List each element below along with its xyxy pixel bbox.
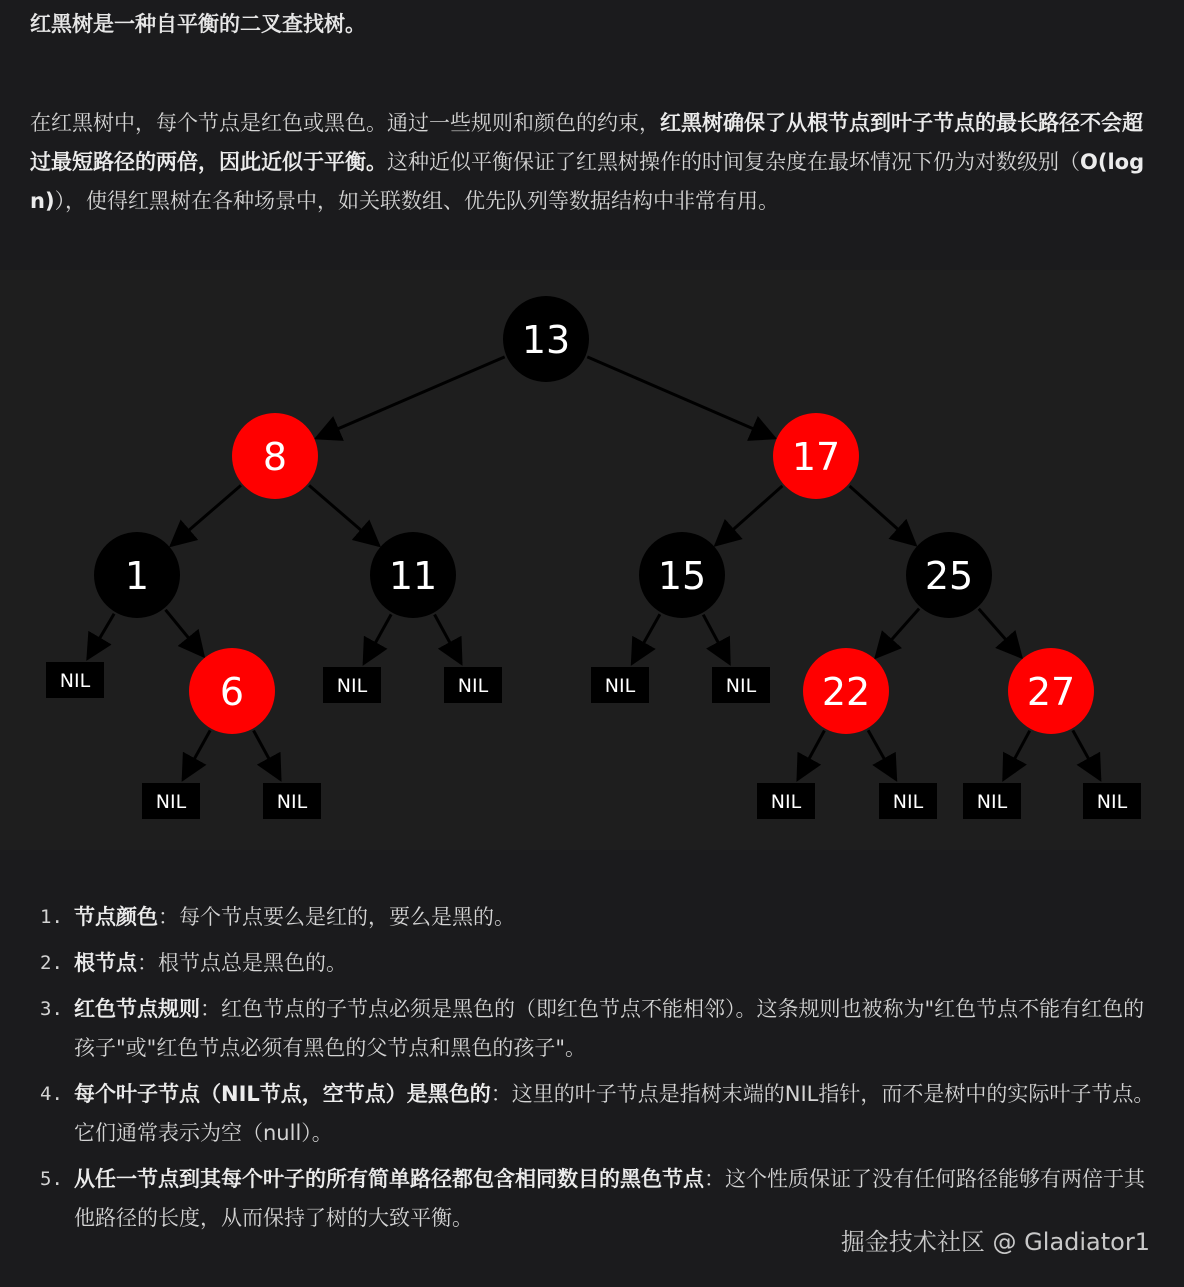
intro-text-3: ），使得红黑树在各种场景中，如关联数组、优先队列等数据结构中非常有用。 <box>54 189 780 213</box>
nil-leaf <box>712 667 770 703</box>
node-label: 8 <box>262 435 288 479</box>
tree-node-6 <box>189 648 275 734</box>
rule-number: 4. <box>40 1083 63 1105</box>
tree-node-15 <box>639 532 725 618</box>
tree-node-17 <box>773 413 859 499</box>
node-label: 1 <box>124 554 150 598</box>
intro-complexity: O(log n) <box>30 150 1145 213</box>
node-label: 11 <box>388 554 438 598</box>
rule-number: 3. <box>40 998 63 1020</box>
nil-label: NIL <box>155 791 187 813</box>
rule-item <box>40 898 1160 937</box>
rule-text: ：这个性质保证了没有任何路径能够有两倍于其他路径的长度，从而保持了树的大致平衡。 <box>74 1167 1145 1230</box>
nil-leaf <box>263 783 321 819</box>
rule-item <box>40 944 1160 983</box>
rule-text: ：这里的叶子节点是指树末端的NIL指针，而不是树中的实际叶子节点。它们通常表示为空（null）。 <box>74 1082 1155 1145</box>
rule-title: 从任一节点到其每个叶子的所有简单路径都包含相同数目的黑色节点 <box>74 1167 704 1191</box>
rules-list <box>40 898 1160 1245</box>
watermark: 掘金技术社区 @ Gladiator1 <box>840 1228 1150 1256</box>
node-label: 13 <box>521 318 571 362</box>
nil-label: NIL <box>276 791 308 813</box>
node-label: 22 <box>821 670 871 714</box>
nil-label: NIL <box>59 670 91 692</box>
node-label: 27 <box>1026 670 1076 714</box>
rule-number: 1. <box>40 906 63 928</box>
rule-body <box>74 990 1160 1068</box>
tree-node-13 <box>503 296 589 382</box>
red-black-tree-diagram <box>0 270 1184 850</box>
tree-node-22 <box>803 648 889 734</box>
rule-item <box>40 990 1160 1068</box>
nil-label: NIL <box>770 791 802 813</box>
rule-title: 根节点 <box>74 951 137 975</box>
rule-text: ：红色节点的子节点必须是黑色的（即红色节点不能相邻）。这条规则也被称为"红色节点不能有红色的孩子"或"红色节点必须有黑色的父节点和黑色的孩子"。 <box>74 997 1145 1060</box>
nil-label: NIL <box>1096 791 1128 813</box>
rule-body <box>74 1075 1160 1153</box>
rule-body <box>74 898 1160 937</box>
nil-leaf <box>591 667 649 703</box>
rule-body <box>74 944 1160 983</box>
intro-text-2: 这种近似平衡保证了红黑树操作的时间复杂度在最坏情况下仍为对数级别（ <box>387 150 1080 174</box>
intro-bold-text: 红黑树确保了从根节点到叶子节点的最长路径不会超过最短路径的两倍，因此近似于平衡。 <box>30 111 1143 174</box>
rule-item <box>40 1075 1160 1153</box>
page-heading: 红黑树是一种自平衡的二叉查找树。 <box>30 12 366 36</box>
rule-title: 红色节点规则 <box>74 997 200 1021</box>
node-label: 15 <box>657 554 707 598</box>
tree-node-8 <box>232 413 318 499</box>
nil-leaf <box>142 783 200 819</box>
rule-title: 节点颜色 <box>74 905 158 929</box>
nil-leaf <box>757 783 815 819</box>
nil-leaf <box>879 783 937 819</box>
nil-label: NIL <box>976 791 1008 813</box>
nil-leaf <box>963 783 1021 819</box>
nil-label: NIL <box>604 675 636 697</box>
nil-leaf <box>46 662 104 698</box>
nil-leaf <box>444 667 502 703</box>
rule-text: ：每个节点要么是红的，要么是黑的。 <box>158 905 515 929</box>
nil-label: NIL <box>725 675 757 697</box>
nil-leaf <box>1083 783 1141 819</box>
tree-node-25 <box>906 532 992 618</box>
tree-node-11 <box>370 532 456 618</box>
nil-label: NIL <box>457 675 489 697</box>
rule-text: ：根节点总是黑色的。 <box>137 951 347 975</box>
nil-label: NIL <box>336 675 368 697</box>
intro-text-1: 在红黑树中，每个节点是红色或黑色。通过一些规则和颜色的约束， <box>30 111 660 135</box>
rule-number: 5. <box>40 1168 63 1190</box>
tree-node-27 <box>1008 648 1094 734</box>
node-label: 17 <box>791 435 841 479</box>
rule-title: 每个叶子节点（NIL节点，空节点）是黑色的 <box>74 1082 491 1106</box>
tree-node-1 <box>94 532 180 618</box>
node-label: 25 <box>924 554 974 598</box>
diagram-background <box>0 270 1184 850</box>
nil-label: NIL <box>892 791 924 813</box>
rule-number: 2. <box>40 952 63 974</box>
nil-leaf <box>323 667 381 703</box>
intro-paragraph <box>30 104 1158 221</box>
node-label: 6 <box>219 670 245 714</box>
